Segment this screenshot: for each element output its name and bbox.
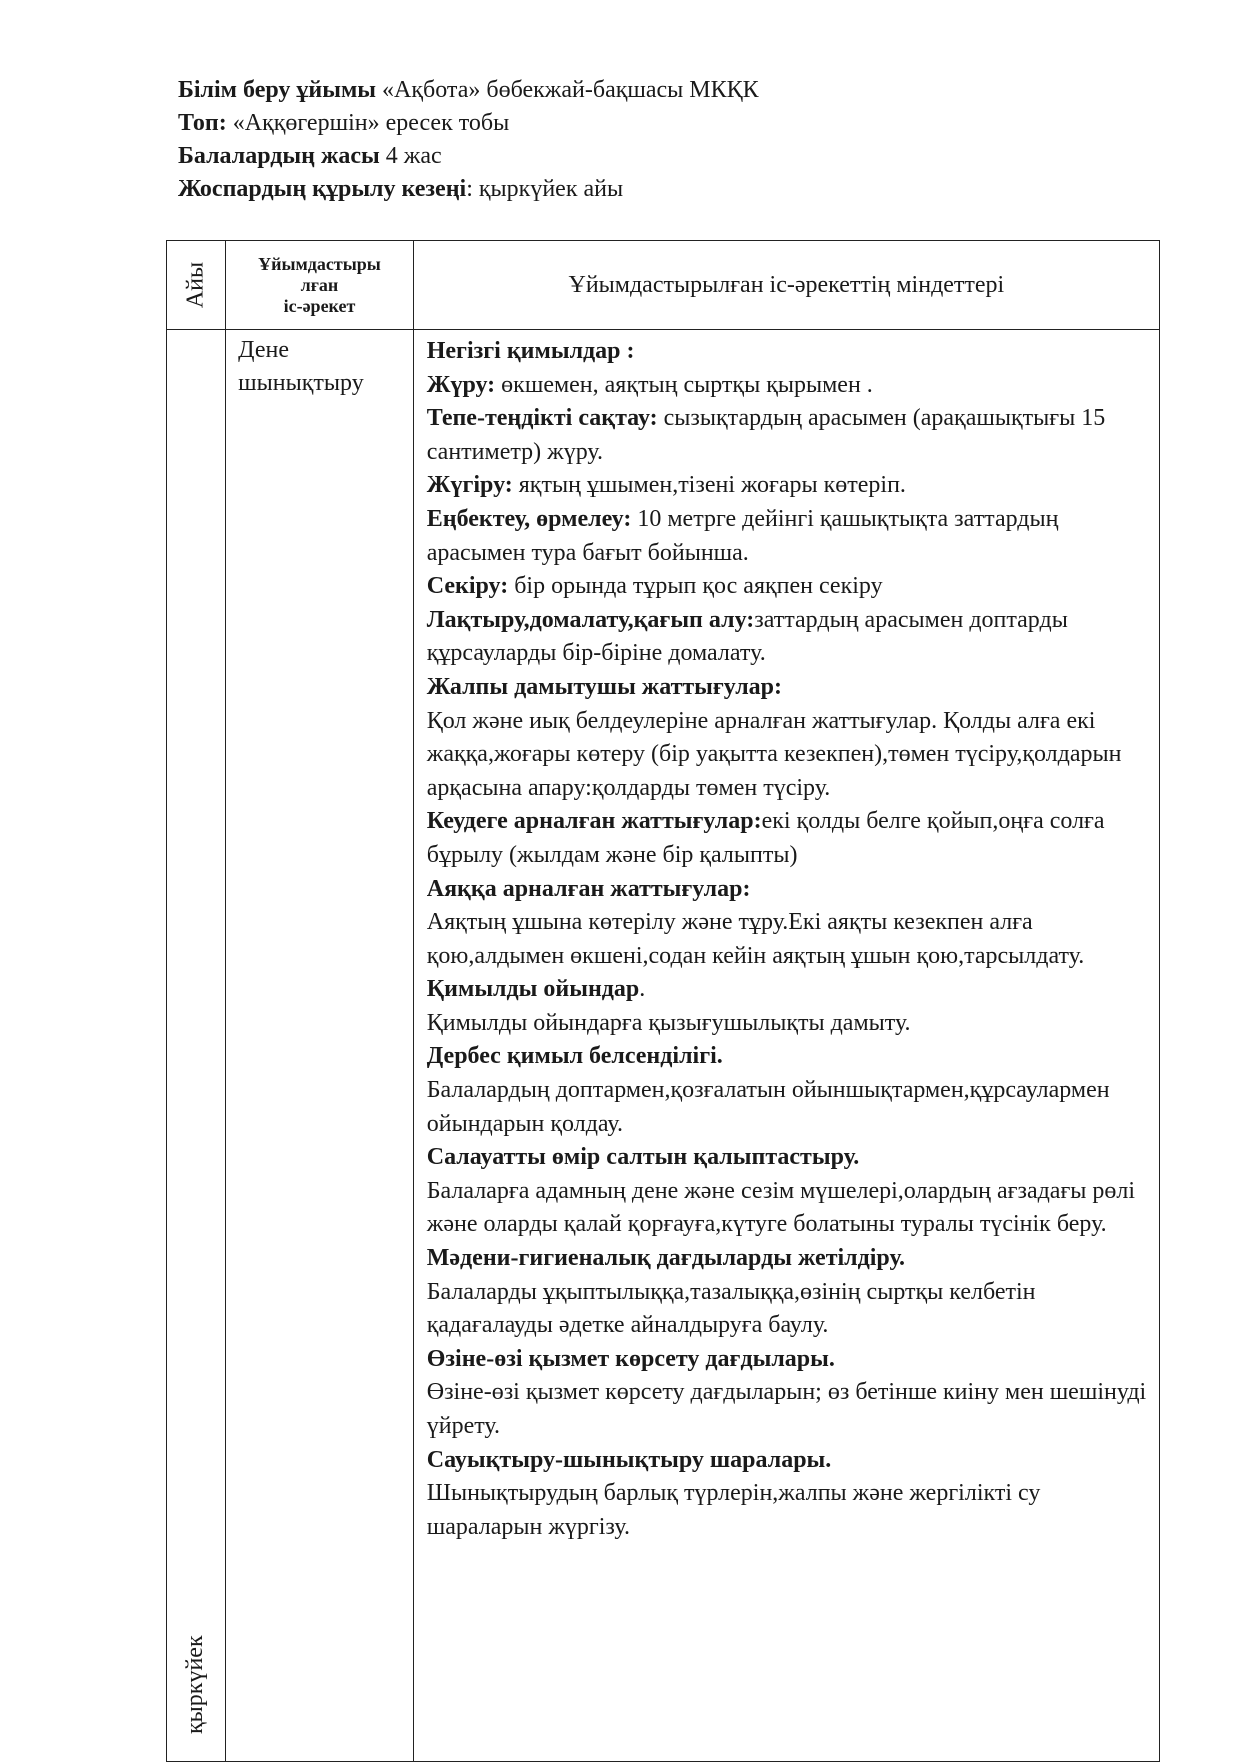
org-line xyxy=(178,74,1178,107)
task-paragraph xyxy=(427,1477,1159,1544)
activity-cell xyxy=(226,330,414,1762)
month-value: қыркүйек xyxy=(182,1635,209,1734)
tasks-header-cell xyxy=(413,241,1159,330)
age-line xyxy=(178,140,1178,173)
table-header-row xyxy=(167,241,1160,330)
task-paragraph xyxy=(427,1007,1159,1041)
task-text: Өзіне-өзі қызмет көрсету дағдыларын; өз бетінше киіну мен шешінуді үйрету. xyxy=(426,1379,1147,1439)
group-label: Топ: xyxy=(178,110,227,136)
task-paragraph xyxy=(427,1376,1159,1443)
activity-header-cell xyxy=(226,241,414,330)
task-text: сызықтардың арасымен (арақашықтығы 15 сантиметр) жүру. xyxy=(426,405,1106,465)
task-paragraph xyxy=(427,1074,1159,1141)
activity-line: Дене xyxy=(238,337,289,363)
task-paragraph xyxy=(427,671,1159,705)
task-text: заттардың арасымен доптарды құрсауларды бір-біріне домалату. xyxy=(426,606,1068,667)
org-label: Білім беру ұйымы xyxy=(178,77,377,103)
task-text: Қол және иық белдеулеріне арналған жаттығулар. Қолды алға екі жаққа,жоғары көтеру (бір уақытта кезекпен),төмен түсіру,қолдарын арқасына апару:қолдарды төмен түсіру. xyxy=(426,707,1122,801)
task-text: Балалардың доптармен,қозғалатын ойыншықтармен,құрсаулармен ойындарын қолдау. xyxy=(426,1077,1110,1137)
task-paragraph xyxy=(427,503,1159,570)
tasks-cell xyxy=(413,330,1159,1762)
task-paragraph xyxy=(427,1343,1159,1377)
task-heading: Негізгі қимылдар : xyxy=(426,338,635,364)
activity-header-line: Ұйымдастыры xyxy=(258,253,381,274)
tasks-list xyxy=(427,335,1159,1544)
task-text: Аяқтың ұшына көтерілу және тұру.Екі аяқты кезекпен алға қою,алдымен өкшені,содан кейін аяқтың ұшын қою,тарсылдату. xyxy=(426,909,1085,969)
task-heading: Секіру: xyxy=(426,573,509,600)
age-label: Балалардың жасы xyxy=(178,143,380,169)
org-value: «Ақбота» бөбекжай-бақшасы МКҚК xyxy=(376,77,759,103)
task-heading: Сауықтыру-шынықтыру шаралары. xyxy=(426,1446,832,1473)
task-text: Шынықтырудың барлық түрлерін,жалпы және жергілікті су шараларын жүргізу. xyxy=(426,1480,1041,1540)
period-line xyxy=(178,173,1178,206)
task-text: яқтың ұшымен,тізені жоғары көтеріп. xyxy=(512,472,906,499)
task-text: 10 метрге дейінгі қашықтықта заттардың арасымен тура бағыт бойынша. xyxy=(426,505,1059,566)
plan-table xyxy=(166,240,1160,1762)
task-paragraph xyxy=(427,402,1159,469)
task-text: өкшемен, аяқтың сыртқы қырымен . xyxy=(495,371,873,398)
activity-header-line: лған xyxy=(300,274,339,295)
task-paragraph xyxy=(427,469,1159,503)
task-paragraph xyxy=(427,369,1159,403)
month-header: Айы xyxy=(182,261,209,309)
task-paragraph xyxy=(427,1276,1159,1343)
task-heading: Қимылды ойындар xyxy=(426,976,640,1003)
task-heading: Еңбектеу, өрмелеу: xyxy=(426,505,632,532)
task-heading: Жүгіру: xyxy=(426,472,513,499)
task-paragraph xyxy=(427,973,1159,1007)
group-value: «Аққөгершін» ересек тобы xyxy=(226,110,510,136)
task-text: Балаларға адамның дене және сезім мүшелері,олардың ағзадағы рөлі және оларды қалай қорғауға,күтуге болатыны туралы түсінік беру. xyxy=(426,1177,1136,1238)
table-body-row xyxy=(167,330,1160,1762)
task-paragraph xyxy=(427,1040,1159,1074)
task-paragraph xyxy=(427,604,1159,671)
task-heading: Өзіне-өзі қызмет көрсету дағдылары. xyxy=(426,1345,835,1372)
document-header xyxy=(178,74,1178,206)
month-cell xyxy=(167,330,226,1762)
period-label: Жоспардың құрылу кезеңі xyxy=(178,176,467,202)
age-value: 4 жас xyxy=(379,143,442,169)
task-text: Қимылды ойындарға қызығушылықты дамыту. xyxy=(426,1009,911,1036)
task-paragraph xyxy=(427,906,1159,973)
task-heading: Жүру: xyxy=(426,371,496,398)
task-paragraph xyxy=(427,1242,1159,1276)
activity-line: шынықтыру xyxy=(238,370,364,396)
task-heading: Тепе-теңдікті сақтау: xyxy=(426,405,658,432)
task-heading: Лақтыру,домалату,қағып алу: xyxy=(426,606,755,633)
task-paragraph xyxy=(427,705,1159,806)
task-heading: Дербес қимыл белсенділігі. xyxy=(426,1043,723,1070)
task-paragraph xyxy=(427,1444,1159,1478)
task-text: Балаларды ұқыптылыққа,тазалыққа,өзінің сыртқы келбетін қадағалауды әдетке айналдыруға баулу. xyxy=(426,1278,1036,1339)
month-header-cell xyxy=(167,241,226,330)
task-heading: Аяққа арналған жаттығулар: xyxy=(426,875,751,902)
task-heading: Кеудеге арналған жаттығулар: xyxy=(426,808,762,835)
task-paragraph xyxy=(427,805,1159,872)
task-text: . xyxy=(639,976,646,1003)
period-value: : қыркүйек айы xyxy=(466,176,624,202)
task-text: екі қолды белге қойып,оңға солға бұрылу (жылдам және бір қалыпты) xyxy=(426,808,1105,868)
task-text: бір орында тұрып қос аяқпен секіру xyxy=(508,573,883,600)
task-paragraph xyxy=(427,1175,1159,1242)
task-heading: Мәдени-гигиеналық дағдыларды жетілдіру. xyxy=(426,1245,906,1272)
task-paragraph xyxy=(427,1141,1159,1175)
activity-header-line: іс-әрекет xyxy=(283,295,356,316)
task-paragraph xyxy=(427,570,1159,604)
task-heading: Салауатты өмір салтын қалыптастыру. xyxy=(426,1144,860,1171)
task-paragraph xyxy=(427,335,1159,369)
tasks-header: Ұйымдастырылған іс-әрекеттің міндеттері xyxy=(568,271,1005,298)
task-heading: Жалпы дамытушы жаттығулар: xyxy=(426,673,783,700)
task-paragraph xyxy=(427,873,1159,907)
group-line xyxy=(178,107,1178,140)
